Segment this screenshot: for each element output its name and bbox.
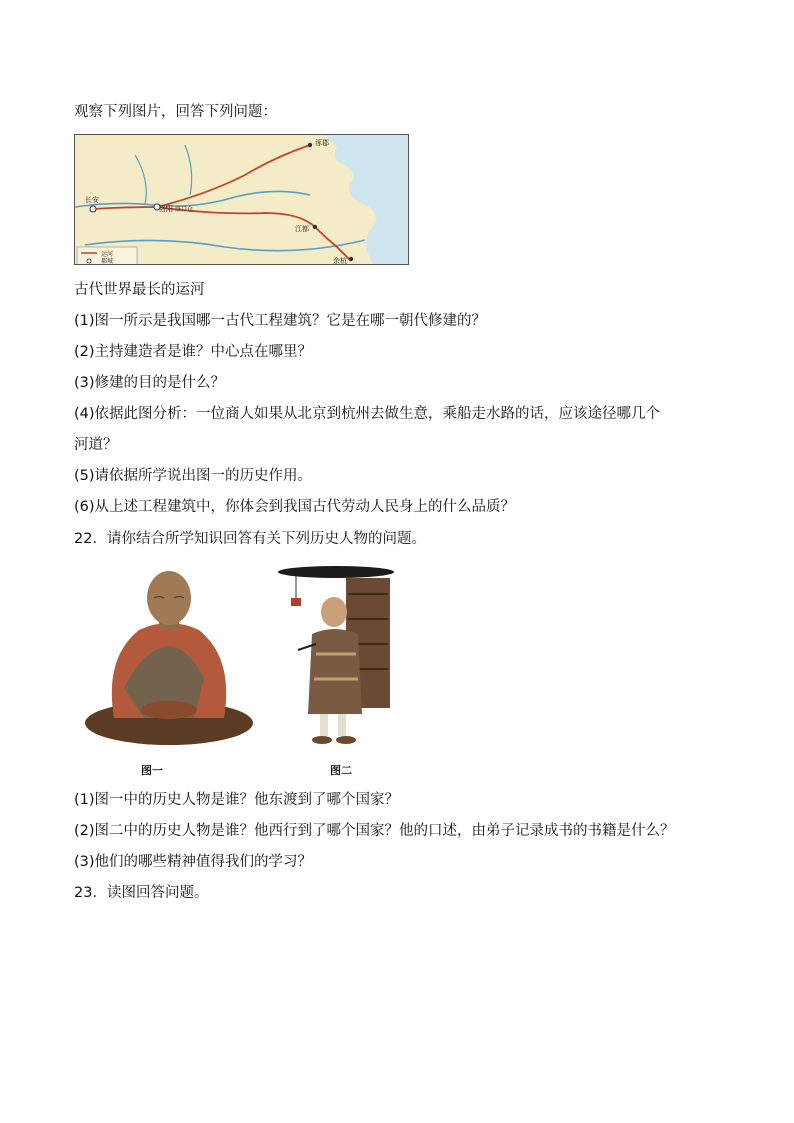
question-22-1: (1)图一中的历史人物是谁？他东渡到了哪个国家？ xyxy=(74,792,400,808)
question-21-6: (6)从上述工程建筑中，你体会到我国古代劳动人民身上的什么品质？ xyxy=(74,499,516,515)
monk-leg-right xyxy=(338,714,346,736)
legend-capital-symbol xyxy=(87,259,91,263)
legend-canal-label: 运河 xyxy=(101,251,114,258)
question-intro: 观察下列图片，回答下列问题： xyxy=(74,104,277,120)
question-21-1: (1)图一所示是我国哪一古代工程建筑？它是在哪一朝代修建的？ xyxy=(74,313,487,329)
monk-leg-left xyxy=(320,714,328,736)
map-label-zhuojun: 涿郡 xyxy=(315,139,329,147)
question-22-title: 22．请你结合所学知识回答有关下列历史人物的问题。 xyxy=(74,531,426,547)
grand-canal-map xyxy=(74,134,409,265)
travelling-monk-illustration xyxy=(276,564,410,750)
question-22-2: (2)图二中的历史人物是谁？他西行到了哪个国家？他的口述，由弟子记录成书的书籍是什么？ xyxy=(74,823,675,839)
figure-1-caption: 图一 xyxy=(141,764,163,777)
figure-1-seated-monk xyxy=(84,568,254,748)
figure-2-travelling-monk xyxy=(276,564,410,750)
seated-monk-illustration xyxy=(84,568,254,748)
map-label-jiangdu: 江都 xyxy=(295,225,309,233)
canal-map-svg xyxy=(75,135,409,265)
question-21-4-continued: 河道？ xyxy=(74,437,118,453)
map-label-luokou: 洛口仓 xyxy=(175,206,194,213)
map-label-chang-an: 长安 xyxy=(85,196,99,204)
monk-robe xyxy=(308,629,362,714)
question-21-3: (3)修建的目的是什么？ xyxy=(74,375,226,391)
map-label-luoyang: 洛阳 xyxy=(159,205,173,213)
jiangdu-marker xyxy=(313,225,317,229)
question-21-5: (5)请依据所学说出图一的历史作用。 xyxy=(74,468,313,484)
capital-chang-an-marker xyxy=(90,206,96,212)
figure-2-caption: 图二 xyxy=(330,764,352,777)
monk-head xyxy=(147,571,191,625)
question-23-title: 23．读图回答问题。 xyxy=(74,885,209,901)
monk-face xyxy=(321,597,347,627)
monk-sandal-right xyxy=(336,736,356,744)
zhuojun-marker xyxy=(308,143,312,147)
monk-sandal-left xyxy=(312,736,332,744)
map-caption: 古代世界最长的运河 xyxy=(74,282,205,298)
question-21-2: (2)主持建造者是谁？中心点在哪里？ xyxy=(74,344,313,360)
lantern xyxy=(291,598,301,606)
map-label-yuhang: 余杭 xyxy=(333,257,347,265)
legend-capital-label: 都城 xyxy=(101,258,114,265)
yuhang-marker xyxy=(349,257,353,261)
question-21-4: (4)依据此图分析：一位商人如果从北京到杭州去做生意，乘船走水路的话，应该途径哪几个 xyxy=(74,406,661,422)
monk-parasol xyxy=(278,566,394,578)
monk-hands xyxy=(141,701,197,719)
question-22-3: (3)他们的哪些精神值得我们的学习？ xyxy=(74,854,313,870)
